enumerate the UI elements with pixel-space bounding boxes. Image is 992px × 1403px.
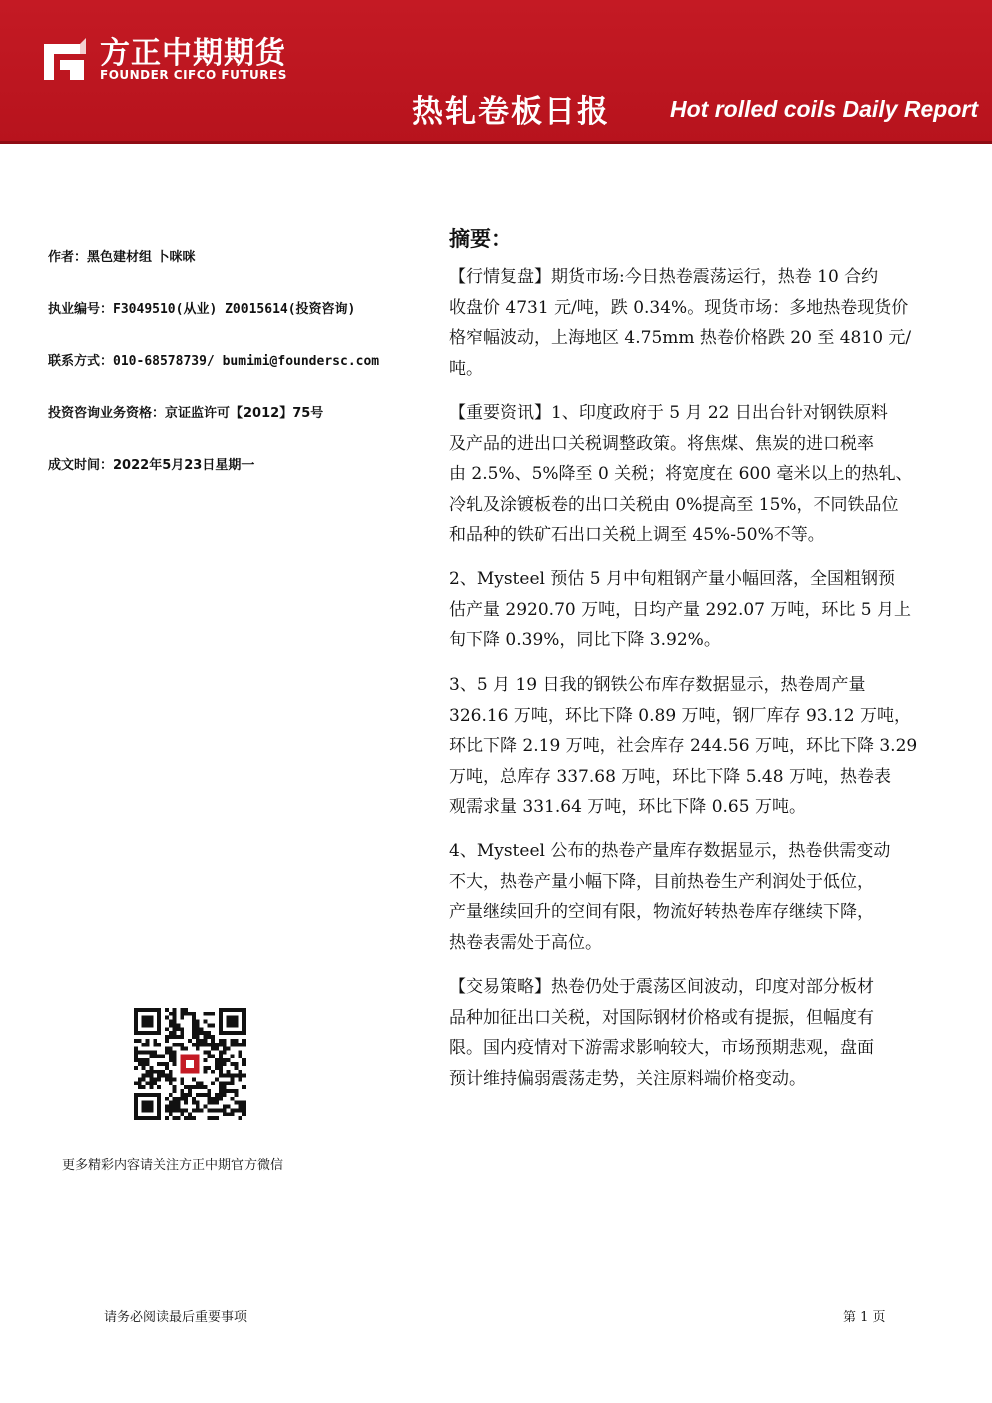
text-line: 产量继续回升的空间有限，物流好转热卷库存继续下降， bbox=[449, 902, 874, 922]
meta-author bbox=[48, 246, 428, 265]
text-line: 万吨，总库存 337.68 万吨，环比下降 5.48 万吨，热卷表 bbox=[449, 766, 891, 787]
summary-paragraph-strategy bbox=[449, 972, 954, 1094]
text-line: 【交易策略】热卷仍处于震荡区间波动，印度对部分板材 bbox=[449, 977, 874, 997]
text-line: 冷轧及涂镀板卷的出口关税由 0%提高至 15%，不同铁品位 bbox=[449, 494, 899, 515]
text-line: 2、Mysteel 预估 5 月中旬粗钢产量小幅回落，全国粗钢预 bbox=[449, 569, 895, 589]
text-line: 3、5 月 19 日我的钢铁公布库存数据显示，热卷周产量 bbox=[449, 675, 866, 695]
meta-label: 作者： bbox=[48, 250, 88, 265]
company-name-en: FOUNDER CIFCO FUTURES bbox=[100, 68, 287, 82]
report-header bbox=[0, 0, 992, 144]
text-line: 由 2.5%、5%降至 0 关税；将宽度在 600 毫米以上的热轧、 bbox=[449, 464, 913, 484]
meta-label: 执业编号： bbox=[48, 302, 114, 317]
footer-notice: 请务必阅读最后重要事项 bbox=[104, 1310, 248, 1325]
report-title-cn: 热轧卷板日报 bbox=[412, 94, 610, 130]
text-line: 吨。 bbox=[449, 358, 483, 379]
text-line: 和品种的铁矿石出口关税上调至 45%-50%不等。 bbox=[449, 525, 825, 545]
meta-value: F3049510(从业) Z0015614(投资咨询) bbox=[113, 302, 356, 317]
summary-paragraph-news-3 bbox=[449, 670, 954, 823]
text-line: 【重要资讯】1、印度政府于 5 月 22 日出台针对钢铁原料 bbox=[449, 403, 888, 423]
meta-label: 投资咨询业务资格： bbox=[48, 406, 166, 421]
text-line: 【行情复盘】期货市场:今日热卷震荡运行，热卷 10 合约 bbox=[449, 267, 879, 287]
text-line: 收盘价 4731 元/吨，跌 0.34%。现货市场：多地热卷现货价 bbox=[449, 297, 909, 318]
text-line: 4、Mysteel 公布的热卷产量库存数据显示，热卷供需变动 bbox=[449, 841, 891, 861]
meta-date bbox=[48, 454, 428, 473]
summary-paragraph-market-review bbox=[449, 262, 954, 384]
page-number: 第 1 页 bbox=[843, 1310, 886, 1325]
text-line: 热卷表需处于高位。 bbox=[449, 932, 602, 953]
summary-paragraph-news-4 bbox=[449, 836, 954, 958]
meta-contact bbox=[48, 350, 428, 369]
text-line: 品种加征出口关税，对国际钢材价格或有提振，但幅度有 bbox=[449, 1007, 874, 1028]
text-line: 预计维持偏弱震荡走势，关注原料端价格变动。 bbox=[449, 1068, 806, 1089]
wechat-qr-code-icon bbox=[134, 1008, 246, 1120]
summary-paragraph-news-2 bbox=[449, 564, 954, 656]
summary-paragraph-news-1 bbox=[449, 398, 954, 551]
summary-title: 摘要： bbox=[449, 227, 512, 251]
text-line: 326.16 万吨，环比下降 0.89 万吨，钢厂库存 93.12 万吨， bbox=[449, 705, 912, 726]
company-name-cn: 方正中期期货 bbox=[100, 36, 286, 71]
text-line: 及产品的进出口关税调整政策。将焦煤、焦炭的进口税率 bbox=[449, 433, 874, 454]
text-line: 估产量 2920.70 万吨，日均产量 292.07 万吨，环比 5 月上 bbox=[449, 599, 912, 620]
meta-license bbox=[48, 298, 428, 317]
report-title-en: Hot rolled coils Daily Report bbox=[670, 96, 978, 122]
meta-value: 京证监许可【2012】75号 bbox=[165, 406, 324, 421]
text-line: 观需求量 331.64 万吨，环比下降 0.65 万吨。 bbox=[449, 797, 806, 817]
text-line: 限。国内疫情对下游需求影响较大，市场预期悲观，盘面 bbox=[449, 1038, 874, 1058]
meta-label: 成文时间： bbox=[48, 458, 114, 473]
founder-logo-icon bbox=[40, 36, 88, 84]
meta-label: 联系方式： bbox=[48, 354, 114, 369]
text-line: 不大，热卷产量小幅下降，目前热卷生产利润处于低位， bbox=[449, 871, 874, 892]
text-line: 格窄幅波动，上海地区 4.75mm 热卷价格跌 20 至 4810 元/ bbox=[449, 328, 912, 348]
meta-value: 2022年5月23日星期一 bbox=[113, 458, 255, 473]
qr-caption: 更多精彩内容请关注方正中期官方微信 bbox=[62, 1158, 284, 1173]
meta-value: 黑色建材组 卜咪咪 bbox=[87, 250, 196, 265]
text-line: 环比下降 2.19 万吨，社会库存 244.56 万吨，环比下降 3.29 bbox=[449, 736, 918, 756]
text-line: 旬下降 0.39%，同比下降 3.92%。 bbox=[449, 630, 721, 650]
meta-qualification bbox=[48, 402, 428, 421]
meta-value: 010-68578739/ bumimi@foundersc.com bbox=[113, 354, 380, 369]
